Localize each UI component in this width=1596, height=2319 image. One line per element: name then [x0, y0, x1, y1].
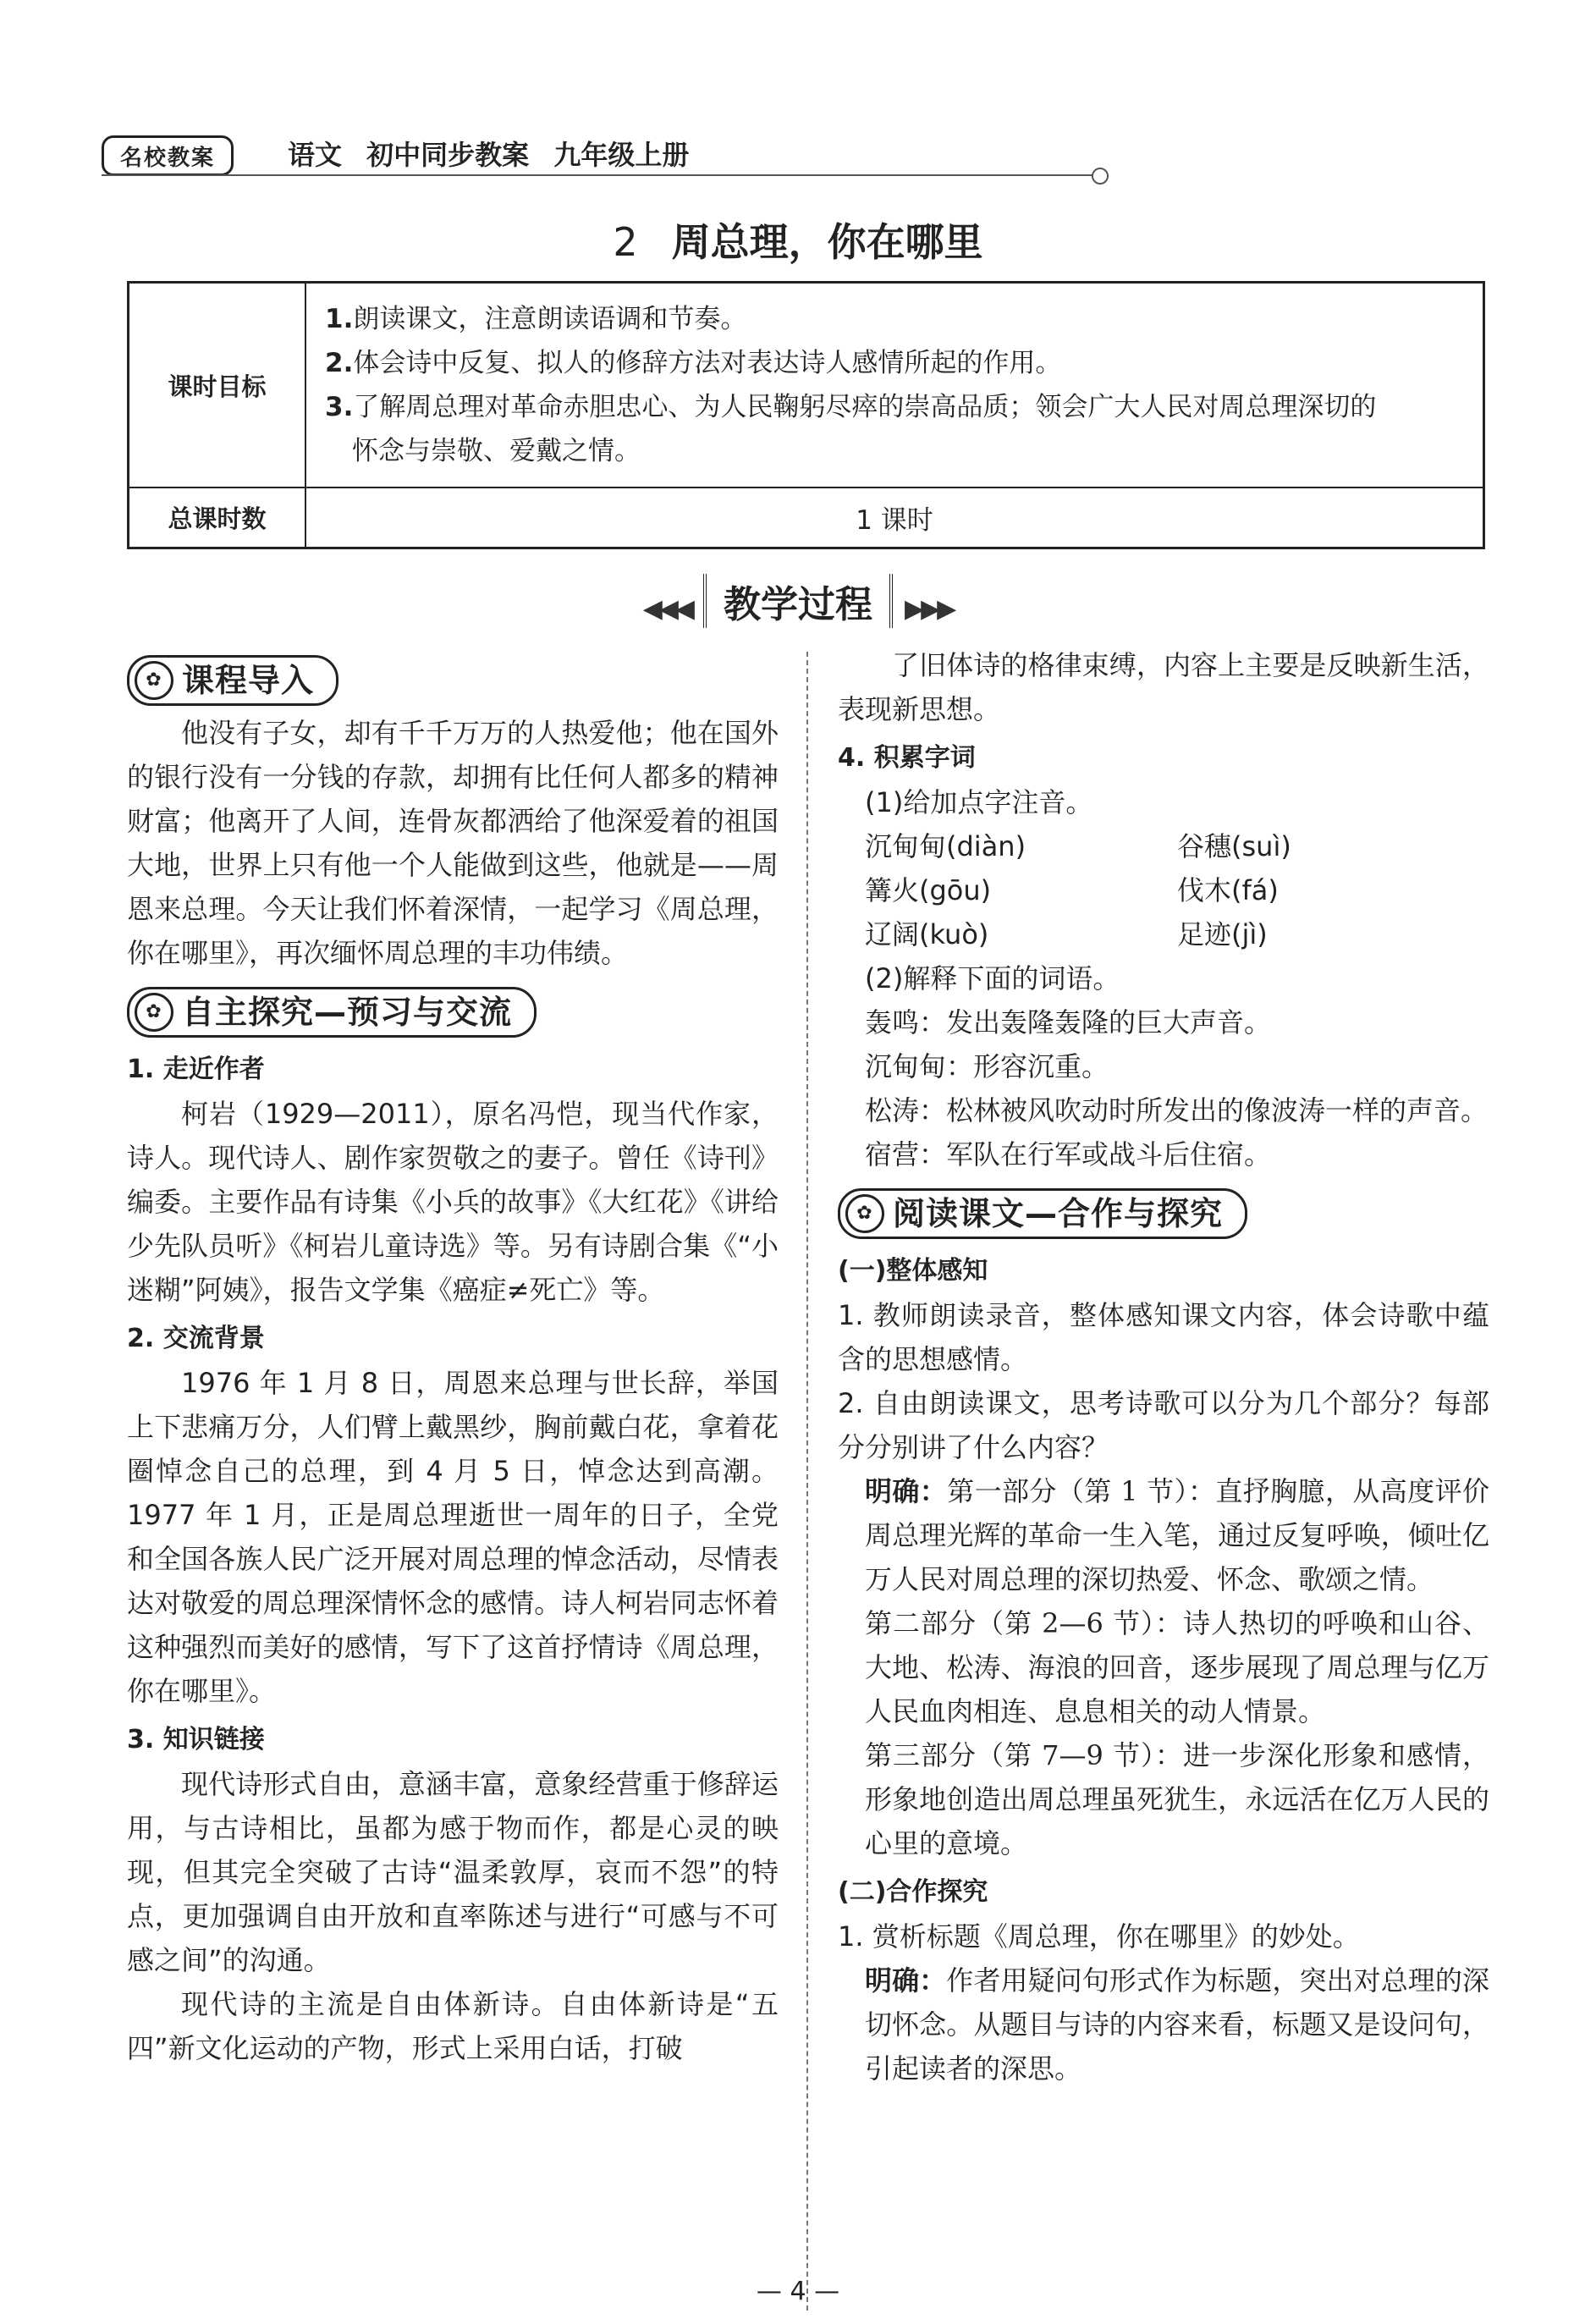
column-divider	[806, 652, 808, 2311]
lesson-title	[0, 212, 1596, 267]
section-badge-icon: ✿	[135, 661, 173, 700]
author-paragraph: 柯岩（1929—2011），原名冯恺，现当代作家，诗人。现代诗人、剧作家贺敬之的妻子。曾任《诗刊》编委。主要作品有诗集《小兵的故事》《大红花》《讲给少先队员听》《柯岩儿童诗选》等。另有诗剧合集《“小迷糊”阿姨》，报告文学集《癌症≠死亡》等。	[127, 1098, 779, 1306]
continued-paragraph: 了旧体诗的格律束缚，内容上主要是反映新生活，表现新思想。	[838, 649, 1489, 725]
page-number: — 4 —	[756, 2277, 840, 2306]
definition: 松涛：松林被风吹动时所发出的像波涛一样的声音。	[865, 1094, 1489, 1126]
subheading: 2. 交流背景	[127, 1324, 265, 1353]
subheading: 3. 知识链接	[127, 1725, 265, 1754]
goal-item: 3. 了解周总理对革命赤胆忠心、为人民鞠躬尽瘁的崇高品质；领会广大人民对周总理深切的	[325, 392, 1377, 422]
intro-paragraph: 他没有子女，却有千千万万的人热爱他；他在国外的银行没有一分钱的存款，却拥有比任何人都多的精神财富；他离开了人间，连骨灰都洒给了他深爱着的祖国大地，世界上只有他一个人能做到这些，他就是——周恩来总理。今天让我们怀着深情，一起学习《周总理，你在哪里》，再次缅怀周总理的丰功伟绩。	[127, 717, 779, 969]
section-banner	[0, 574, 1596, 628]
subheading: (一)整体感知	[838, 1256, 988, 1286]
publisher-logo: 名校教案	[102, 135, 234, 176]
definition: 沉甸甸：形容沉重。	[865, 1050, 1109, 1082]
question: (1)给加点字注音。	[865, 786, 1093, 818]
answer: 第二部分（第 2—6 节）：诗人热切的呼唤和山谷、大地、松涛、海浪的回音，逐步展现了周总理与亿万人民血肉相连、息息相关的动人情景。	[865, 1607, 1489, 1727]
question: 2. 自由朗读课文，思考诗歌可以分为几个部分？每部分分别讲了什么内容？	[838, 1387, 1489, 1463]
vocab-grid	[838, 824, 1489, 956]
goal-item: 1. 朗读课文，注意朗读语调和节奏。	[325, 304, 747, 334]
vocab-item: 足迹(jì)	[1177, 918, 1268, 950]
section-badge-icon: ✿	[135, 993, 173, 1032]
vocab-item: 谷穗(suì)	[1177, 830, 1291, 862]
section-heading: ✿ 课程导入	[127, 655, 338, 706]
banner-title: 教学过程	[703, 574, 893, 628]
header-subject: 语文	[288, 139, 343, 171]
hours-value: 1 课时	[305, 487, 1484, 548]
knowledge-paragraph: 现代诗的主流是自由体新诗。自由体新诗是“五四”新文化运动的产物，形式上采用白话，打破	[127, 1988, 779, 2064]
question: 1. 赏析标题《周总理，你在哪里》的妙处。	[838, 1920, 1360, 1953]
lesson-title-text: 周总理，你在哪里	[671, 219, 983, 265]
answer: 明确：第一部分（第 1 节）：直抒胸臆，从高度评价周总理光辉的革命一生入笔，通过反复呼唤，倾吐亿万人民对周总理的深切热爱、怀念、歌颂之情。	[865, 1475, 1489, 1595]
goal-item-continuation: 怀念与崇敬、爱戴之情。	[352, 436, 641, 466]
answer: 明确：作者用疑问句形式作为标题，突出对总理的深切怀念。从题目与诗的内容来看，标题又是设问句，引起读者的深思。	[865, 1964, 1489, 2085]
subheading: 4. 积累字词	[838, 743, 976, 773]
left-column	[127, 643, 779, 2070]
header-rule-dot	[1092, 168, 1109, 185]
banner-arrows-right-icon: ▶▶▶	[905, 594, 954, 624]
vocab-item: 伐木(fá)	[1177, 874, 1279, 906]
right-column	[838, 643, 1489, 2090]
lesson-goals-table	[127, 281, 1485, 549]
subheading: 1. 走近作者	[127, 1055, 265, 1084]
section-heading: ✿ 自主探究—预习与交流	[127, 987, 537, 1038]
goals-label: 课时目标	[129, 283, 306, 488]
lesson-number: 2	[613, 219, 638, 265]
definition: 轰鸣：发出轰隆轰隆的巨大声音。	[865, 1006, 1272, 1038]
question: 1. 教师朗读录音，整体感知课文内容，体会诗歌中蕴含的思想感情。	[838, 1299, 1489, 1375]
header-rule	[102, 174, 1100, 176]
vocab-item: 篝火(gōu)	[865, 874, 992, 906]
answer: 第三部分（第 7—9 节）：进一步深化形象和感情，形象地创造出周总理虽死犹生，永远活在亿万人民的心里的意境。	[865, 1739, 1489, 1859]
definition: 宿营：军队在行军或战斗后住宿。	[865, 1138, 1272, 1171]
subheading: (二)合作探究	[838, 1877, 988, 1907]
header-grade: 九年级上册	[553, 139, 690, 171]
question: (2)解释下面的词语。	[865, 962, 1120, 994]
hours-label: 总课时数	[129, 487, 306, 548]
banner-arrows-left-icon: ◀◀◀	[642, 594, 691, 624]
knowledge-paragraph: 现代诗形式自由，意涵丰富，意象经营重于修辞运用，与古诗相比，虽都为感于物而作，都是心灵的映现，但其完全突破了古诗“温柔敦厚，哀而不怨”的特点，更加强调自由开放和直率陈述与进行“可感与不可感之间”的沟通。	[127, 1768, 779, 1976]
section-heading: ✿ 阅读课文—合作与探究	[838, 1188, 1247, 1239]
goal-item: 2. 体会诗中反复、拟人的修辞方法对表达诗人感情所起的作用。	[325, 348, 1062, 378]
running-header	[288, 134, 704, 173]
section-badge-icon: ✿	[845, 1194, 884, 1233]
background-paragraph: 1976 年 1 月 8 日，周恩来总理与世长辞，举国上下悲痛万分，人们臂上戴黑纱，胸前戴白花，拿着花圈悼念自己的总理，到 4 月 5 日，悼念达到高潮。1977 年 1 月，正是周总理逝世一周年的日子，全党和全国各族人民广泛开展对周总理的悼念活动，尽情表达对敬爱的周总理深情怀念的感情。诗人柯岩同志怀着这种强烈而美好的感情，写下了这首抒情诗《周总理，你在哪里》。	[127, 1367, 779, 1707]
vocab-item: 沉甸甸(diàn)	[865, 830, 1026, 862]
header-series: 初中同步教案	[366, 139, 530, 171]
vocab-item: 辽阔(kuò)	[865, 918, 989, 950]
goals-list	[305, 283, 1484, 488]
